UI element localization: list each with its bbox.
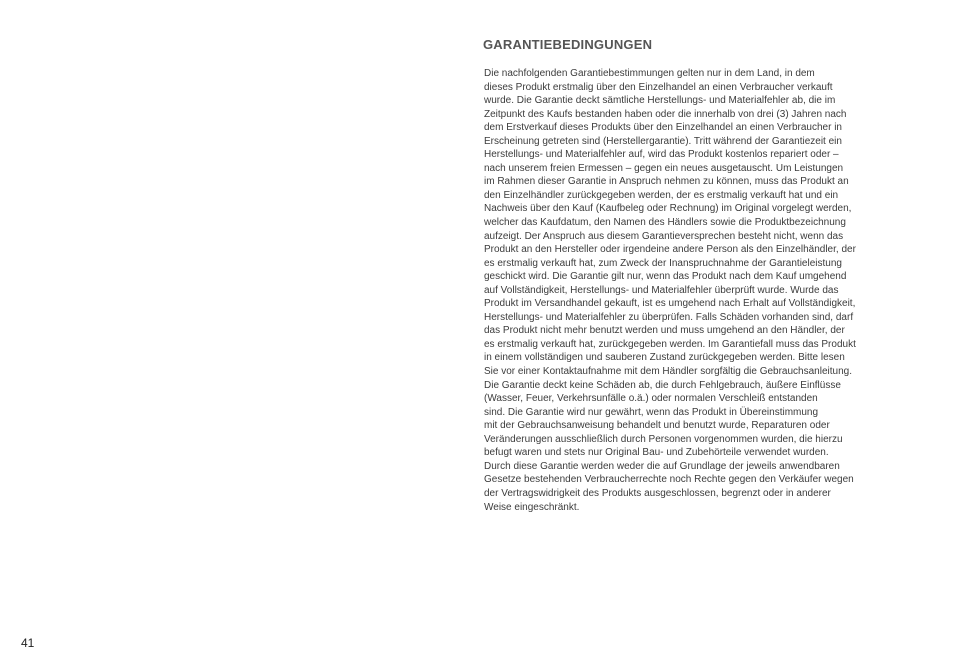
body-text-line: den Einzelhändler zurückgegeben werden, der es erstmalig verkauft hat und ein (484, 189, 839, 201)
body-text-line: Nachweis über den Kauf (Kaufbeleg oder Rechnung) im Original vorgelegt werden, (484, 203, 852, 215)
body-text-line: Veränderungen ausschließlich durch Personen vorgenommen wurden, die hierzu (484, 433, 843, 445)
section-heading: GARANTIEBEDINGUNGEN (483, 37, 653, 52)
body-text-line: befugt waren und stets nur Original Bau- und Zubehörteile verwendet wurden. (484, 447, 829, 459)
body-text-line: (Wasser, Feuer, Verkehrsunfälle o.ä.) oder normalen Verschleiß entstanden (484, 393, 818, 405)
body-text-line: wurde. Die Garantie deckt sämtliche Herstellungs- und Materialfehler ab, die im (484, 95, 836, 107)
body-text-line: es erstmalig verkauft hat, zum Zweck der Inanspruchnahme der Garantieleistung (484, 257, 842, 269)
page-number: 41 (21, 636, 35, 650)
body-text-line: Erscheinung getreten sind (Herstellergarantie). Tritt während der Garantiezeit ein (484, 135, 842, 147)
body-text-line: welcher das Kaufdatum, den Namen des Händlers sowie die Produktbezeichnung (484, 217, 846, 229)
body-text-line: es erstmalig verkauft hat, zurückgegeben werden. Im Garantiefall muss das Produkt (484, 338, 856, 350)
body-text-line: Die Garantie deckt keine Schäden ab, die durch Fehlgebrauch, äußere Einflüsse (484, 379, 841, 391)
body-text-line: Zeitpunkt des Kaufs bestanden haben oder die innerhalb von drei (3) Jahren nach (484, 108, 847, 120)
body-text-line: mit der Gebrauchsanweisung behandelt und benutzt wurde, Reparaturen oder (484, 420, 830, 432)
body-text-line: nach unserem freien Ermessen – gegen ein neues ausgetauscht. Um Leistungen (484, 162, 844, 174)
body-text-line: Durch diese Garantie werden weder die auf Grundlage der jeweils anwendbaren (484, 460, 840, 472)
body-text-line: Weise eingeschränkt. (484, 501, 580, 513)
body-text-line: aufzeigt. Der Anspruch aus diesem Garantieversprechen besteht nicht, wenn das (484, 230, 844, 242)
body-text-line: Gesetze bestehenden Verbraucherrechte noch Rechte gegen den Verkäufer wegen (484, 474, 854, 486)
body-text-line: sind. Die Garantie wird nur gewährt, wenn das Produkt in Übereinstimmung (484, 406, 819, 418)
body-text-line: dem Erstverkauf dieses Produkts über den Einzelhandel an einen Verbraucher in (484, 122, 842, 134)
body-text-line: das Produkt nicht mehr benutzt werden und muss umgehend an den Händler, der (484, 325, 845, 337)
body-text-line: Sie vor einer Kontaktaufnahme mit dem Händler sorgfältig die Gebrauchsanleitung. (484, 366, 852, 378)
warranty-body-text (484, 67, 914, 514)
body-text-line: im Rahmen dieser Garantie in Anspruch nehmen zu können, muss das Produkt an (484, 176, 849, 188)
body-text-line: in einem vollständigen und sauberen Zustand zurückgegeben werden. Bitte lesen (484, 352, 845, 364)
body-text-line: Herstellungs- und Materialfehler zu überprüfen. Falls Schäden vorhanden sind, darf (484, 311, 854, 323)
body-text-line: dieses Produkt erstmalig über den Einzelhandel an einen Verbraucher verkauft (484, 81, 833, 93)
body-text-line: geschickt wird. Die Garantie gilt nur, wenn das Produkt nach dem Kauf umgehend (484, 271, 847, 283)
body-text-line: der Vertragswidrigkeit des Produkts ausgeschlossen, begrenzt oder in anderer (484, 487, 831, 499)
body-text-line: Produkt an den Hersteller oder irgendeine andere Person als den Einzelhändler, der (484, 244, 856, 256)
body-text-line: Die nachfolgenden Garantiebestimmungen gelten nur in dem Land, in dem (484, 68, 815, 79)
body-text-line: auf Vollständigkeit, Herstellungs- und Materialfehler überprüft wurde. Wurde das (484, 284, 839, 296)
body-text-line: Produkt im Versandhandel gekauft, ist es umgehend nach Erhalt auf Vollständigkeit, (484, 298, 856, 310)
body-text-line: Herstellungs- und Materialfehler auf, wird das Produkt kostenlos repariert oder – (484, 149, 839, 161)
